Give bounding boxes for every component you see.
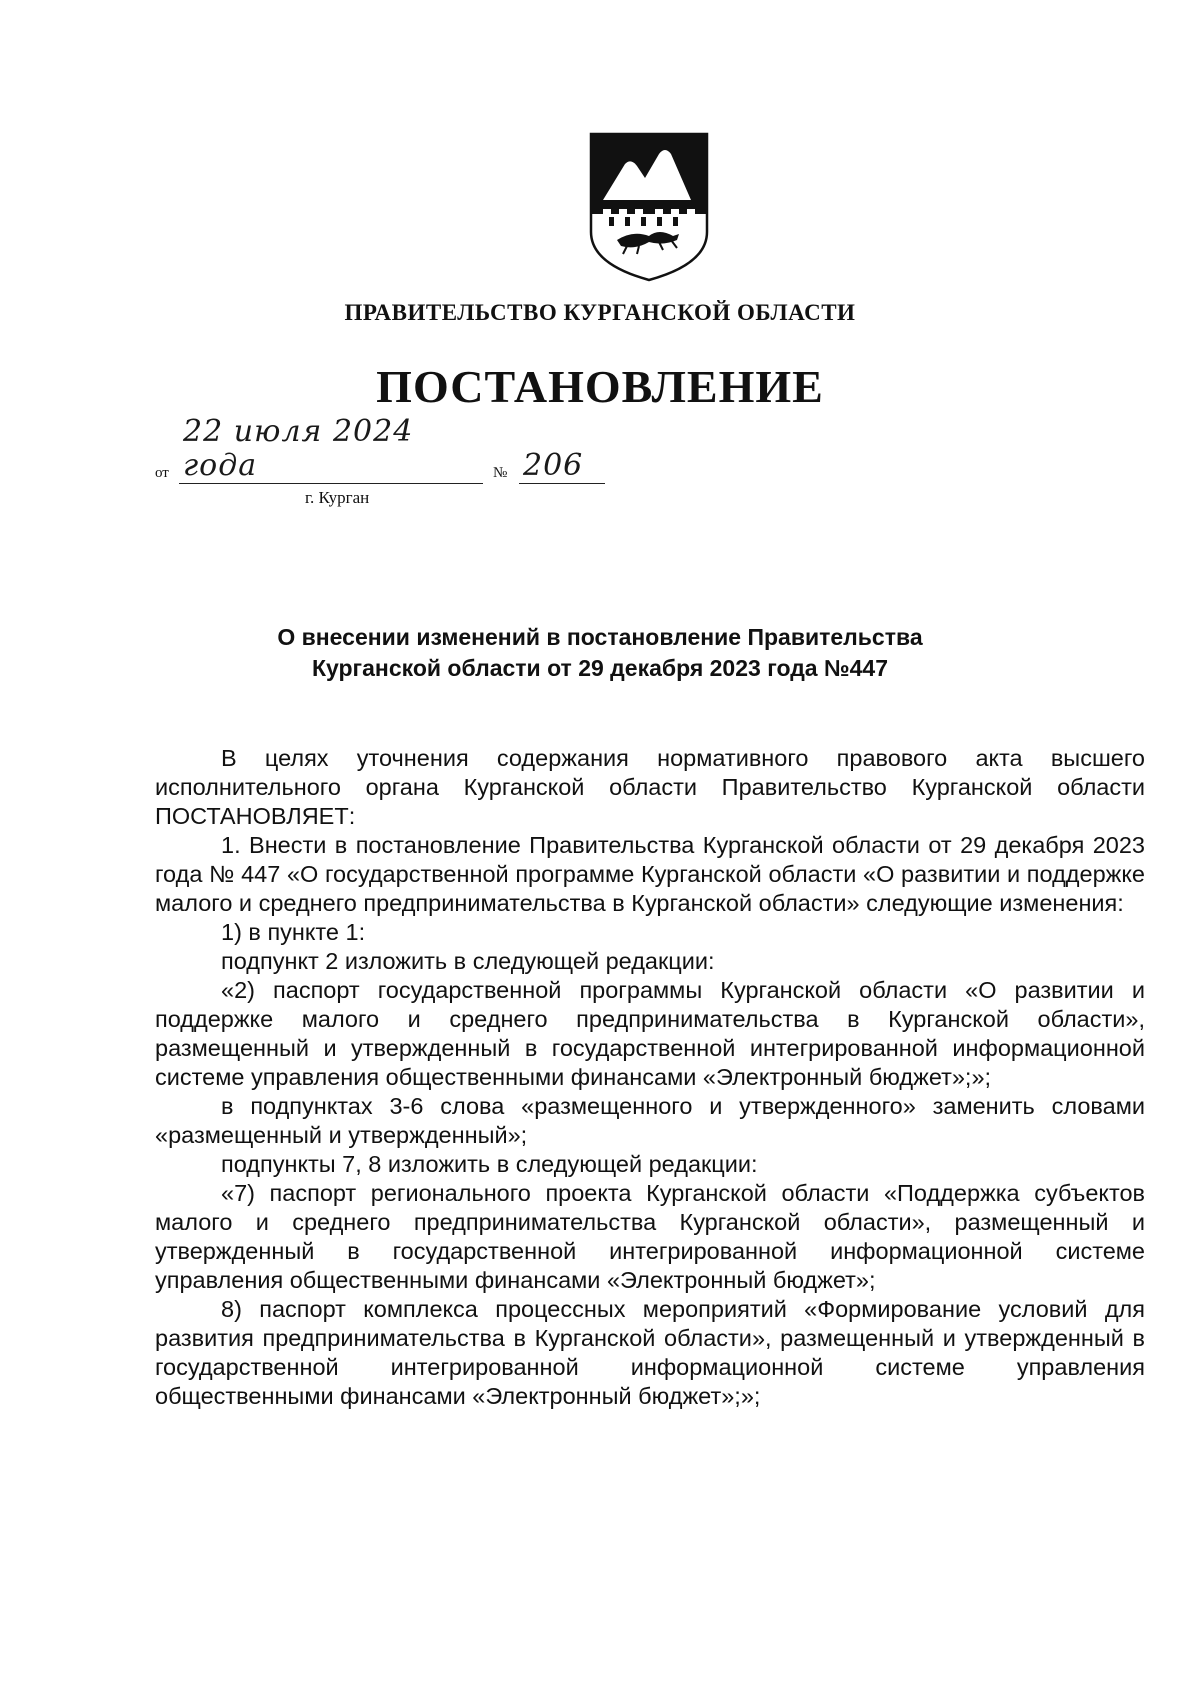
organization-name: ПРАВИТЕЛЬСТВО КУРГАНСКОЙ ОБЛАСТИ <box>344 300 856 325</box>
body-paragraph: 1) в пункте 1: <box>221 919 366 945</box>
body-paragraph: подпункт 2 изложить в следующей редакции: <box>221 948 715 974</box>
date-prefix: от <box>155 465 169 481</box>
body-paragraph: В целях уточнения содержания нормативного правового акта высшего исполнительного органа Курганской области Правительство Курганской области ПОСТАНОВЛЯЕТ: <box>155 745 1145 829</box>
handwritten-number: 206 <box>519 449 605 484</box>
document-title <box>0 622 1200 684</box>
coat-of-arms-icon <box>587 132 711 282</box>
handwritten-date: 22 июля 2024 года <box>179 415 483 484</box>
body-paragraph: подпункты 7, 8 изложить в следующей редакции: <box>221 1151 758 1177</box>
number-prefix: № <box>493 465 508 481</box>
body-paragraph: 1. Внести в постановление Правительства Курганской области от 29 декабря 2023 года № 447 «О государственной программе Курганской области «О развитии и поддержке малого и среднего предпринимательства в Курганской области» следующие изменения: <box>155 832 1145 916</box>
document-type-heading: ПОСТАНОВЛЕНИЕ <box>376 361 824 412</box>
body-paragraph: в подпунктах 3-6 слова «размещенного и утвержденного» заменить словами «размещенный и утвержденный»; <box>155 1093 1145 1148</box>
body-paragraph: 8) паспорт комплекса процессных мероприятий «Формирование условий для развития предпринимательства в Курганской области», размещенный и утвержденный в государственной интегрированной информационной системе управления общественными финансами «Электронный бюджет»;»; <box>155 1296 1145 1409</box>
date-number-line <box>155 414 675 486</box>
city-name: г. Курган <box>305 488 370 507</box>
body-paragraph: «7) паспорт регионального проекта Курганской области «Поддержка субъектов малого и среднего предпринимательства Курганской области», размещенный и утвержденный в государственной интегрированной информационной системе управления общественными финансами «Электронный бюджет»; <box>155 1180 1145 1293</box>
document-body <box>155 744 1145 1411</box>
title-line-2: Курганской области от 29 декабря 2023 года №447 <box>311 655 889 681</box>
body-paragraph: «2) паспорт государственной программы Курганской области «О развитии и поддержке малого и среднего предпринимательства в Курганской области», размещенный и утвержденный в государственной интегрированной информационной системе управления общественными финансами «Электронный бюджет»;»; <box>155 977 1145 1090</box>
title-line-1: О внесении изменений в постановление Правительства <box>277 624 923 650</box>
